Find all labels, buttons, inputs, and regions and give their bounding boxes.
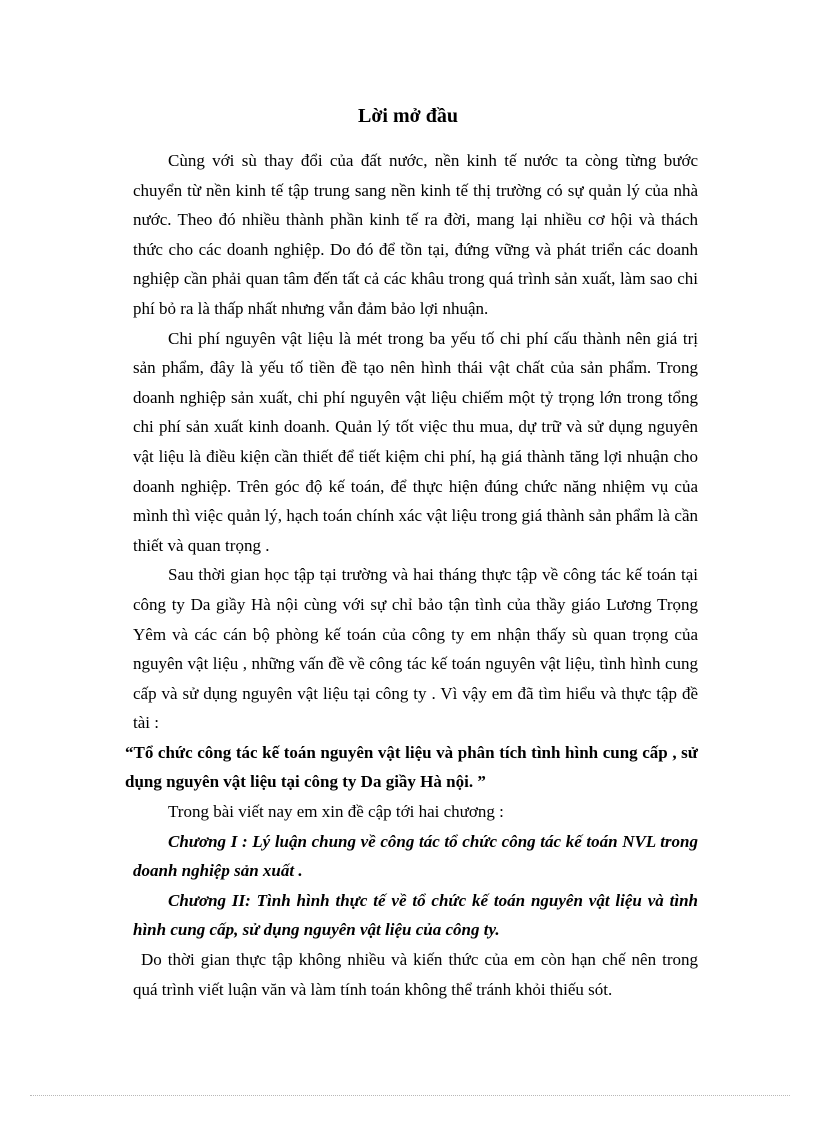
paragraph-1: Cùng với sù thay đổi của đất nước, nền kinh tế nước ta còng từng bước chuyển từ nền kinh tế tập trung sang nền kinh tế thị trường có sự quản lý của nhà nước. Theo đó nhiều thành phần kinh tế ra đời, mang lại nhiều cơ hội và thách thức cho các doanh nghiệp. Do đó để tồn tại, đứng vững và phát triển các doanh nghiệp cần phải quan tâm đến tất cả các khâu trong quá trình sản xuất, làm sao chi phí bỏ ra là thấp nhất nhưng vẫn đảm bảo lợi nhuận. [133, 151, 698, 318]
thesis-topic: “Tổ chức công tác kế toán nguyên vật liệu và phân tích tình hình cung cấp , sử dụng nguyên vật liệu tại công ty Da giầy Hà nội. ” [125, 742, 698, 792]
paragraph-3: Sau thời gian học tập tại trường và hai tháng thực tập về công tác kế toán tại công ty Da giầy Hà nội cùng với sự chỉ bảo tận tình của thầy giáo Lương Trọng Yêm và các cán bộ phòng kế toán của công ty em nhận thấy sù quan trọng của nguyên vật liệu , những vấn đề về công tác kế toán nguyên vật liệu, tình hình cung cấp và sử dụng nguyên vật liệu tại công ty . Vì vậy em đã tìm hiểu và thực tập đề tài : [133, 565, 698, 733]
closing-paragraph: Do thời gian thực tập không nhiều và kiến thức của em còn hạn chế nên trong quá trình viết luận văn và làm tính toán không thể tránh khỏi thiếu sót. [133, 950, 698, 999]
chapters-intro: Trong bài viết nay em xin đề cập tới hai chương : [168, 802, 504, 822]
footer-divider [30, 1095, 790, 1096]
paragraph-2: Chi phí nguyên vật liệu là mét trong ba yếu tố chi phí cấu thành nên giá trị sản phẩm, đây là yếu tố tiền đề tạo nên hình thái vật chất của sản phẩm. Trong doanh nghiệp sản xuất, chi phí nguyên vật liệu chiếm một tỷ trọng lớn trong tổng chi phí sản xuất kinh doanh. Quản lý tốt việc thu mua, dự trữ và sử dụng nguyên vật liệu là điều kiện cần thiết để tiết kiệm chi phí, hạ giá thành tăng lợi nhuận cho doanh nghiệp. Trên góc độ kế toán, để thực hiện đúng chức năng nhiệm vụ của mình thì việc quản lý, hạch toán chính xác vật liệu trong giá thành sản phẩm là cần thiết và quan trọng . [133, 328, 698, 555]
chapter-2-heading: Chương II: Tình hình thực tế về tổ chức kế toán nguyên vật liệu và tình hình cung cấp, sử dụng nguyên vật liệu của công ty. [133, 890, 698, 940]
document-body [125, 146, 698, 1004]
chapter-1-heading: Chương I : Lý luận chung về công tác tổ chức công tác kế toán NVL trong doanh nghiệp sản xuất . [133, 831, 698, 881]
page-title: Lời mở đầu [358, 105, 458, 127]
